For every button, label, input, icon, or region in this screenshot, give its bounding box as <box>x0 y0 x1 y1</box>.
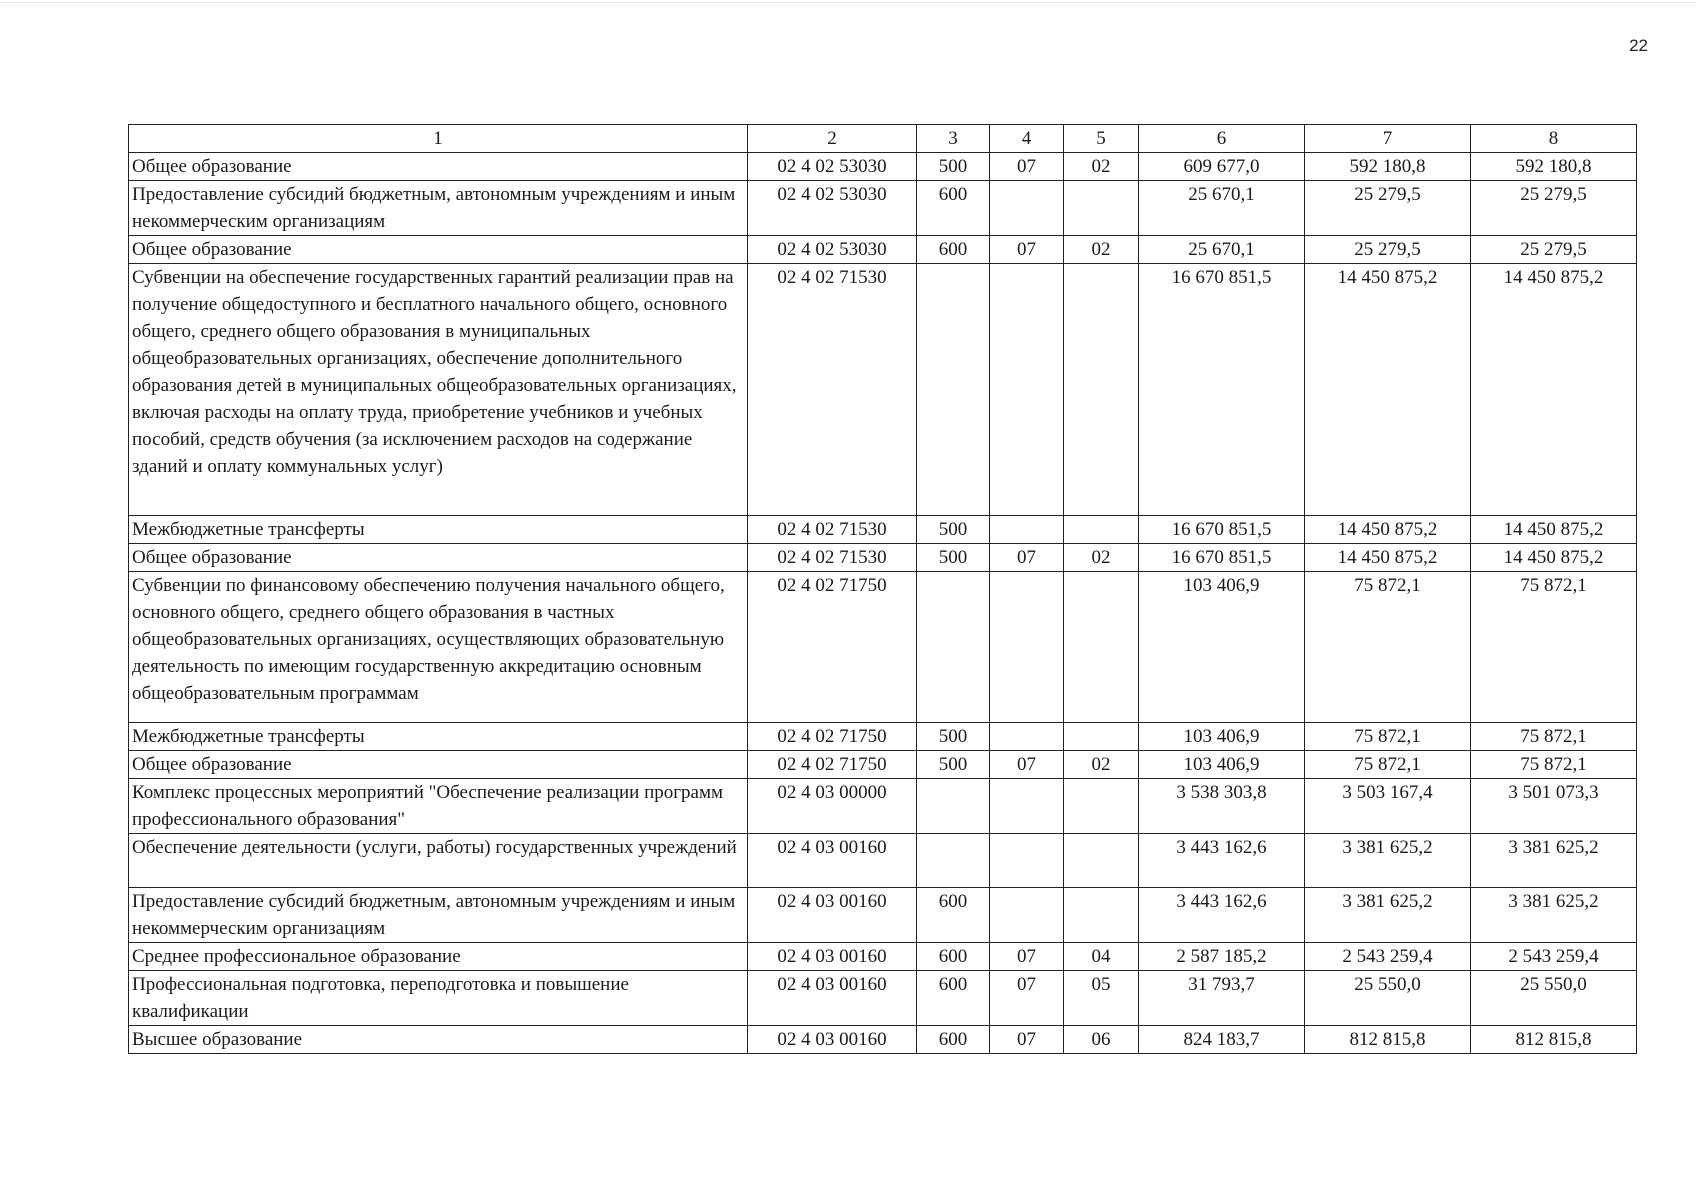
row-section: 07 <box>990 153 1064 181</box>
row-code: 02 4 02 53030 <box>748 236 917 264</box>
row-section: 07 <box>990 751 1064 779</box>
row-code: 02 4 03 00160 <box>748 1026 917 1054</box>
row-section: 07 <box>990 236 1064 264</box>
row-subsection: 05 <box>1064 971 1139 1026</box>
row-name: Обеспечение деятельности (услуги, работы) государственных учреждений <box>129 834 748 888</box>
row-subsection: 02 <box>1064 544 1139 572</box>
header-col-1: 1 <box>129 125 748 153</box>
row-subsection: 06 <box>1064 1026 1139 1054</box>
row-subsection: 02 <box>1064 236 1139 264</box>
row-expense-type <box>917 572 990 723</box>
header-row <box>129 125 1637 153</box>
row-value-col8: 14 450 875,2 <box>1471 544 1637 572</box>
row-subsection <box>1064 516 1139 544</box>
row-value-col6: 3 443 162,6 <box>1139 834 1305 888</box>
row-code: 02 4 03 00160 <box>748 971 917 1026</box>
row-value-col7: 592 180,8 <box>1305 153 1471 181</box>
row-subsection <box>1064 181 1139 236</box>
row-value-col7: 812 815,8 <box>1305 1026 1471 1054</box>
row-value-col6: 31 793,7 <box>1139 971 1305 1026</box>
row-subsection <box>1064 264 1139 516</box>
row-name: Общее образование <box>129 751 748 779</box>
row-value-col8: 75 872,1 <box>1471 751 1637 779</box>
page-number: 22 <box>1629 36 1648 55</box>
row-section <box>990 516 1064 544</box>
table-row <box>129 572 1637 723</box>
row-value-col6: 103 406,9 <box>1139 723 1305 751</box>
row-value-col8: 3 381 625,2 <box>1471 888 1637 943</box>
row-value-col7: 3 381 625,2 <box>1305 888 1471 943</box>
row-subsection: 04 <box>1064 943 1139 971</box>
row-expense-type: 600 <box>917 181 990 236</box>
row-expense-type <box>917 264 990 516</box>
row-code: 02 4 02 71750 <box>748 723 917 751</box>
row-section: 07 <box>990 544 1064 572</box>
row-value-col8: 592 180,8 <box>1471 153 1637 181</box>
row-value-col8: 25 550,0 <box>1471 971 1637 1026</box>
row-value-col7: 25 550,0 <box>1305 971 1471 1026</box>
row-name: Общее образование <box>129 153 748 181</box>
row-name: Межбюджетные трансферты <box>129 516 748 544</box>
table-body <box>129 153 1637 1054</box>
header-col-7: 7 <box>1305 125 1471 153</box>
row-subsection <box>1064 888 1139 943</box>
row-expense-type: 600 <box>917 943 990 971</box>
row-value-col7: 14 450 875,2 <box>1305 264 1471 516</box>
row-value-col8: 3 501 073,3 <box>1471 779 1637 834</box>
row-code: 02 4 02 53030 <box>748 153 917 181</box>
header-col-5: 5 <box>1064 125 1139 153</box>
row-name: Высшее образование <box>129 1026 748 1054</box>
table-row <box>129 751 1637 779</box>
table-row <box>129 544 1637 572</box>
row-section <box>990 888 1064 943</box>
row-section <box>990 181 1064 236</box>
row-code: 02 4 02 71530 <box>748 516 917 544</box>
table-row <box>129 153 1637 181</box>
row-expense-type: 500 <box>917 153 990 181</box>
row-code: 02 4 02 71750 <box>748 572 917 723</box>
row-section <box>990 834 1064 888</box>
row-section <box>990 779 1064 834</box>
row-code: 02 4 02 71750 <box>748 751 917 779</box>
table-row <box>129 943 1637 971</box>
row-subsection: 02 <box>1064 153 1139 181</box>
budget-table-container <box>128 124 1637 1054</box>
table-row <box>129 888 1637 943</box>
header-col-2: 2 <box>748 125 917 153</box>
row-value-col6: 25 670,1 <box>1139 181 1305 236</box>
row-value-col6: 609 677,0 <box>1139 153 1305 181</box>
table-row <box>129 181 1637 236</box>
table-row <box>129 264 1637 516</box>
row-value-col6: 824 183,7 <box>1139 1026 1305 1054</box>
row-code: 02 4 03 00000 <box>748 779 917 834</box>
row-name: Субвенции по финансовому обеспечению получения начального общего, основного общего, среднего общего образования в частных общеобразовательных организациях, осуществляющих образовательную деятельность по имеющим государственную аккредитацию основным общеобразовательным программам <box>129 572 748 723</box>
row-value-col8: 25 279,5 <box>1471 181 1637 236</box>
row-code: 02 4 03 00160 <box>748 888 917 943</box>
row-value-col8: 14 450 875,2 <box>1471 516 1637 544</box>
row-section <box>990 264 1064 516</box>
row-value-col7: 75 872,1 <box>1305 723 1471 751</box>
row-value-col7: 3 381 625,2 <box>1305 834 1471 888</box>
header-col-6: 6 <box>1139 125 1305 153</box>
row-value-col7: 3 503 167,4 <box>1305 779 1471 834</box>
row-value-col7: 25 279,5 <box>1305 236 1471 264</box>
row-name: Общее образование <box>129 236 748 264</box>
row-value-col8: 2 543 259,4 <box>1471 943 1637 971</box>
scan-edge <box>0 2 1696 3</box>
row-name: Общее образование <box>129 544 748 572</box>
row-value-col7: 25 279,5 <box>1305 181 1471 236</box>
row-expense-type: 500 <box>917 516 990 544</box>
row-subsection <box>1064 779 1139 834</box>
row-code: 02 4 02 71530 <box>748 544 917 572</box>
row-code: 02 4 02 53030 <box>748 181 917 236</box>
row-section <box>990 572 1064 723</box>
row-name: Предоставление субсидий бюджетным, автономным учреждениям и иным некоммерческим организациям <box>129 888 748 943</box>
row-expense-type: 600 <box>917 971 990 1026</box>
row-value-col6: 3 538 303,8 <box>1139 779 1305 834</box>
row-name: Субвенции на обеспечение государственных гарантий реализации прав на получение общедоступного и бесплатного начального общего, основного общего, среднего общего образования в муниципальных общеобразовательных организациях, обеспечение дополнительного образования детей в муниципальных общеобразовательных организациях, включая расходы на оплату труда, приобретение учебников и учебных пособий, средств обучения (за исключением расходов на содержание зданий и оплату коммунальных услуг) <box>129 264 748 516</box>
row-value-col7: 2 543 259,4 <box>1305 943 1471 971</box>
row-expense-type: 500 <box>917 544 990 572</box>
row-value-col6: 16 670 851,5 <box>1139 544 1305 572</box>
row-value-col8: 25 279,5 <box>1471 236 1637 264</box>
row-subsection: 02 <box>1064 751 1139 779</box>
row-value-col7: 75 872,1 <box>1305 751 1471 779</box>
row-value-col6: 3 443 162,6 <box>1139 888 1305 943</box>
row-section: 07 <box>990 1026 1064 1054</box>
row-expense-type: 600 <box>917 888 990 943</box>
row-subsection <box>1064 572 1139 723</box>
row-value-col8: 75 872,1 <box>1471 723 1637 751</box>
row-value-col7: 14 450 875,2 <box>1305 544 1471 572</box>
row-value-col6: 103 406,9 <box>1139 572 1305 723</box>
row-subsection <box>1064 834 1139 888</box>
row-code: 02 4 03 00160 <box>748 943 917 971</box>
row-name: Комплекс процессных мероприятий "Обеспечение реализации программ профессионального образования" <box>129 779 748 834</box>
row-section: 07 <box>990 971 1064 1026</box>
header-col-3: 3 <box>917 125 990 153</box>
row-code: 02 4 02 71530 <box>748 264 917 516</box>
row-value-col7: 75 872,1 <box>1305 572 1471 723</box>
row-subsection <box>1064 723 1139 751</box>
row-value-col8: 3 381 625,2 <box>1471 834 1637 888</box>
budget-table <box>128 124 1637 1054</box>
table-row <box>129 1026 1637 1054</box>
row-name: Межбюджетные трансферты <box>129 723 748 751</box>
row-code: 02 4 03 00160 <box>748 834 917 888</box>
row-expense-type: 600 <box>917 1026 990 1054</box>
header-col-8: 8 <box>1471 125 1637 153</box>
table-row <box>129 236 1637 264</box>
table-row <box>129 516 1637 544</box>
row-value-col6: 16 670 851,5 <box>1139 264 1305 516</box>
row-value-col6: 25 670,1 <box>1139 236 1305 264</box>
row-value-col8: 812 815,8 <box>1471 1026 1637 1054</box>
row-expense-type <box>917 834 990 888</box>
table-row <box>129 723 1637 751</box>
row-section: 07 <box>990 943 1064 971</box>
row-expense-type: 500 <box>917 723 990 751</box>
row-expense-type: 600 <box>917 236 990 264</box>
row-expense-type: 500 <box>917 751 990 779</box>
table-row <box>129 834 1637 888</box>
row-expense-type <box>917 779 990 834</box>
row-name: Профессиональная подготовка, переподготовка и повышение квалификации <box>129 971 748 1026</box>
row-value-col6: 103 406,9 <box>1139 751 1305 779</box>
table-row <box>129 779 1637 834</box>
row-value-col6: 2 587 185,2 <box>1139 943 1305 971</box>
row-value-col8: 14 450 875,2 <box>1471 264 1637 516</box>
row-name: Предоставление субсидий бюджетным, автономным учреждениям и иным некоммерческим организациям <box>129 181 748 236</box>
row-value-col6: 16 670 851,5 <box>1139 516 1305 544</box>
table-row <box>129 971 1637 1026</box>
row-section <box>990 723 1064 751</box>
row-name: Среднее профессиональное образование <box>129 943 748 971</box>
row-value-col7: 14 450 875,2 <box>1305 516 1471 544</box>
row-value-col8: 75 872,1 <box>1471 572 1637 723</box>
header-col-4: 4 <box>990 125 1064 153</box>
